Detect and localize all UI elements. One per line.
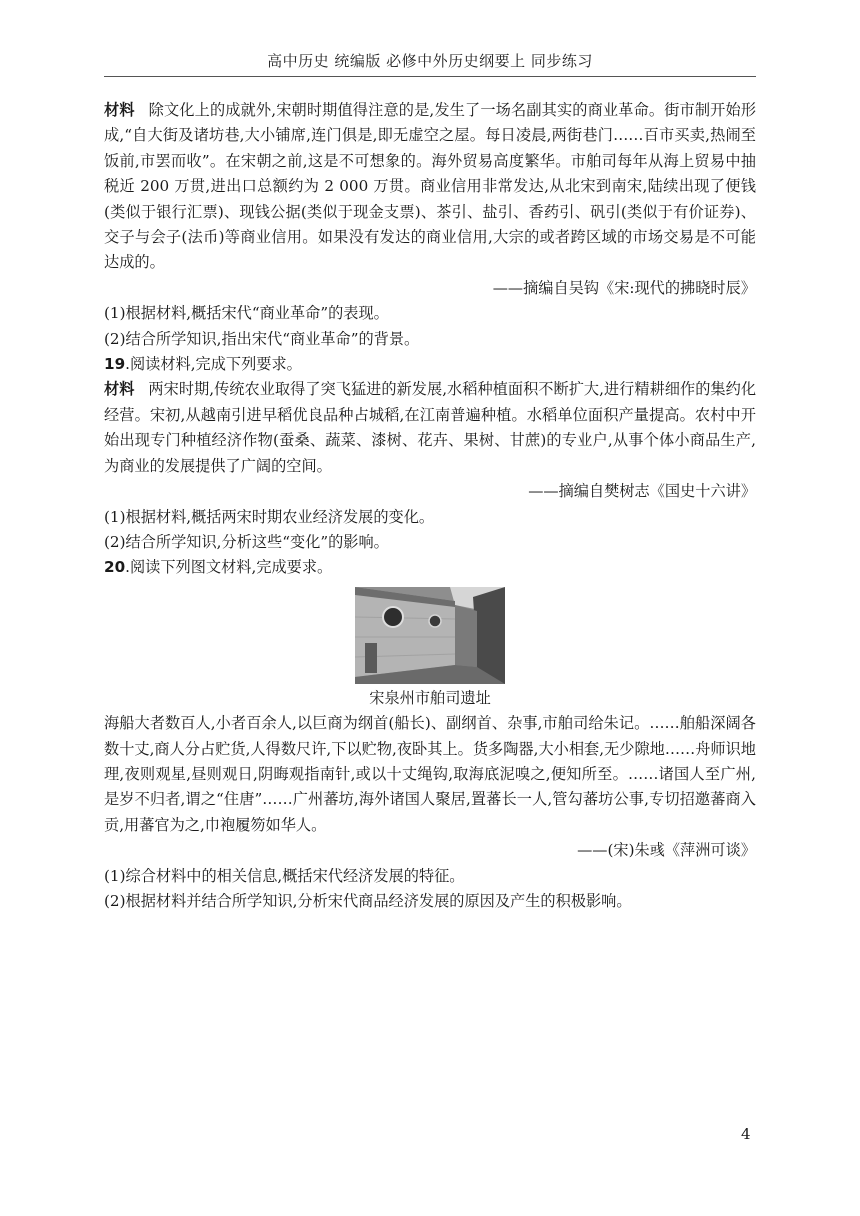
figure-caption: 宋泉州市舶司遗址: [369, 688, 491, 707]
q20-number: 20: [104, 558, 126, 577]
quanzhou-site-photo: [355, 587, 505, 684]
q19-question-2: (2)结合所学知识,分析这些“变化”的影响。: [104, 532, 389, 551]
q20-prompt-text: .阅读下列图文材料,完成要求。: [125, 558, 333, 577]
page-content: [104, 98, 756, 914]
q19-question-1: (1)根据材料,概括两宋时期农业经济发展的变化。: [104, 507, 435, 526]
q18-question-2: (2)结合所学知识,指出宋代“商业革命”的背景。: [104, 329, 420, 348]
q20-question-2: (2)根据材料并结合所学知识,分析宋代商品经济发展的原因及产生的积极影响。: [104, 891, 632, 910]
q18-material-text: 除文化上的成就外,宋朝时期值得注意的是,发生了一场名副其实的商业革命。街市制开始形成,“自大街及诸坊巷,大小铺席,连门俱是,即无虚空之屋。每日凌晨,两街巷门……百市买卖,热闹至饭前,市罢而收”。在宋朝之前,这是不可想象的。海外贸易高度繁华。市舶司每年从海上贸易中抽税近 200 万贯,进出口总额约为 2 000 万贯。商业信用非常发达,从北宋到南宋,陆续出现了便钱(类似于银行汇票)、现钱公据(类似于现金支票)、茶引、盐引、香药引、矾引(类似于有价证券)、交子与会子(法币)等商业信用。如果没有发达的商业信用,大宗的或者跨区域的市场交易是不可能达成的。: [104, 101, 757, 272]
q19-material-text: 两宋时期,传统农业取得了突飞猛进的新发展,水稻种植面积不断扩大,进行精耕细作的集约化经营。宋初,从越南引进早稻优良品种占城稻,在江南普遍种植。水稻单位面积产量提高。农村中开始出现专门种植经济作物(蚕桑、蔬菜、漆树、花卉、果树、甘蔗)的专业户,从事个体小商品生产,为商业的发展提供了广阔的空间。: [104, 380, 757, 475]
q19-material: [104, 377, 756, 479]
q19-number: 19: [104, 355, 126, 374]
header-divider: [104, 76, 756, 77]
q18-material: [104, 98, 756, 276]
q19-prompt: [104, 352, 756, 377]
q19-material-label: 材料: [104, 380, 135, 399]
q19-source: ——摘编自樊树志《国史十六讲》: [528, 482, 756, 501]
q20-source: ——(宋)朱彧《萍洲可谈》: [577, 841, 756, 860]
q19-prompt-text: .阅读材料,完成下列要求。: [125, 355, 302, 374]
q20-question-1: (1)综合材料中的相关信息,概括宋代经济发展的特征。: [104, 866, 465, 885]
q18-source: ——摘编自吴钩《宋:现代的拂晓时辰》: [492, 278, 756, 297]
q20-prompt: [104, 555, 756, 580]
page-number: 4: [741, 1125, 751, 1143]
q20-material-text: 海船大者数百人,小者百余人,以巨商为纲首(船长)、副纲首、杂事,市舶司给朱记。……舶船深阔各数十丈,商人分占贮货,人得数尺许,下以贮物,夜卧其上。货多陶器,大小相套,无少隙地……舟师识地理,夜则观星,昼则观日,阴晦观指南针,或以十丈绳钩,取海底泥嗅之,便知所至。……诸国人至广州,是岁不归者,谓之“住唐”……广州蕃坊,海外诸国人聚居,置蕃长一人,管勾蕃坊公事,专切招邀蕃商入贡,用蕃官为之,巾袍履笏如华人。: [104, 714, 756, 834]
page-header: 高中历史 统编版 必修中外历史纲要上 同步练习: [267, 52, 593, 70]
q18-material-label: 材料: [104, 101, 135, 119]
q18-question-1: (1)根据材料,概括宋代“商业革命”的表现。: [104, 304, 389, 323]
site-photo-drawing: [355, 587, 505, 684]
